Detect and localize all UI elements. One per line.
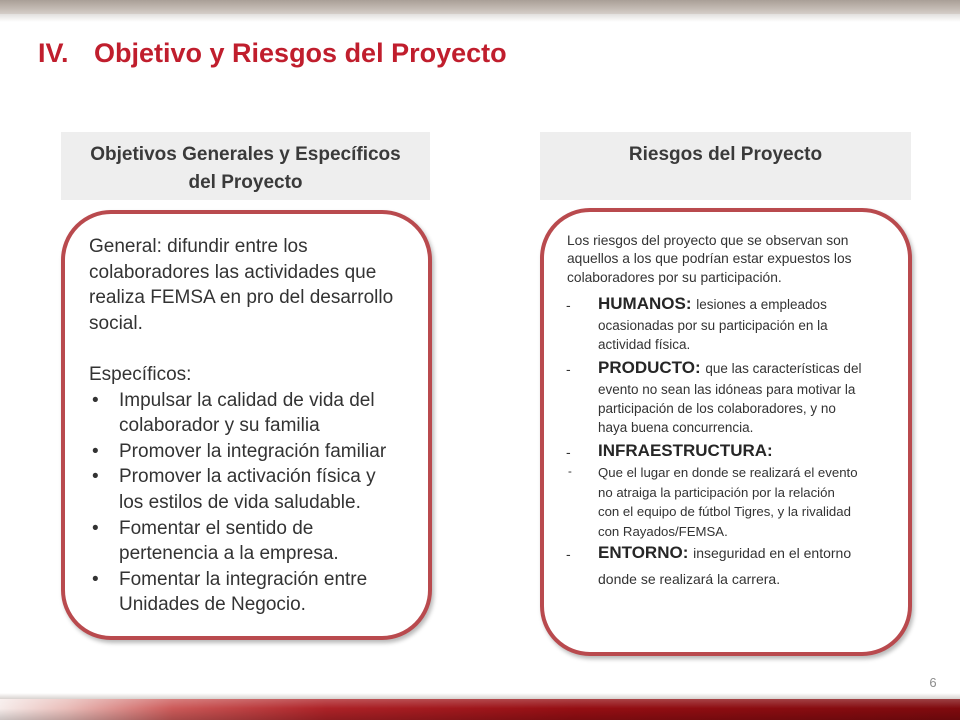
risks-header xyxy=(540,132,911,200)
slide-title xyxy=(0,38,960,68)
risk-description-line: ocasionadas por su participación en la xyxy=(598,318,828,334)
risk-sub-item xyxy=(566,463,904,541)
risk-sub-line: no atraiga la participación por la relación xyxy=(598,484,835,500)
risk-sub-line: Que el lugar en donde se realizará el evento xyxy=(598,465,858,481)
intro-line: aquellos a los que podrían estar expuestos los xyxy=(567,251,852,267)
risk-first-line xyxy=(598,356,904,380)
bullet-marker: • xyxy=(92,517,99,539)
risk-item-infraestructura xyxy=(566,439,904,541)
risks-content xyxy=(566,232,904,594)
bullet-line: Unidades de Negocio. xyxy=(119,594,306,616)
objectives-header-line: del Proyecto xyxy=(188,172,303,193)
bullet-marker: • xyxy=(92,440,99,462)
risk-first-line xyxy=(598,292,904,316)
intro-line: Los riesgos del proyecto que se observan son xyxy=(567,232,849,248)
risk-description: que las características del xyxy=(705,361,862,377)
objective-bullet xyxy=(89,439,425,465)
risks-box xyxy=(540,208,912,656)
objective-bullet xyxy=(89,516,425,567)
objective-bullet xyxy=(89,388,425,439)
objective-bullet xyxy=(89,567,425,618)
bullet-line: Fomentar el sentido de xyxy=(119,517,314,539)
bullet-marker: • xyxy=(92,568,99,590)
risk-label: PRODUCTO: xyxy=(598,358,701,378)
risk-description-line: haya buena concurrencia. xyxy=(598,420,754,436)
risks-header-text: Riesgos del Proyecto xyxy=(628,144,823,165)
top-bar-shadow xyxy=(0,14,960,22)
risk-label: INFRAESTRUCTURA: xyxy=(598,441,773,461)
risk-first-line xyxy=(598,541,904,565)
page-number: 6 xyxy=(929,675,937,690)
risk-description-line: participación de los colaboradores, y no xyxy=(598,401,836,417)
general-line: social. xyxy=(89,312,143,334)
bullet-line: Promover la integración familiar xyxy=(119,440,387,462)
risk-label: HUMANOS: xyxy=(598,294,692,314)
specific-label: Específicos: xyxy=(89,363,192,385)
general-line: General: difundir entre los xyxy=(89,236,308,257)
dash-marker: - xyxy=(566,361,571,378)
intro-line: colaboradores por su participación. xyxy=(567,269,782,285)
risk-description: lesiones a empleados xyxy=(696,297,827,313)
bullet-line: los estilos de vida saludable. xyxy=(119,491,361,513)
risk-description-line: evento no sean las idóneas para motivar la xyxy=(598,382,856,398)
dash-marker: - xyxy=(566,297,571,314)
bullet-marker: • xyxy=(92,466,99,488)
risk-sub-line: con el equipo de fútbol Tigres, y la rivalidad xyxy=(598,504,851,520)
blank-line xyxy=(89,336,425,362)
footer-red-bar xyxy=(0,699,960,720)
objectives-header-line: Objetivos Generales y Específicos xyxy=(90,144,401,165)
risk-description-line: actividad física. xyxy=(598,337,691,353)
bullet-line: Fomentar la integración entre xyxy=(119,568,368,590)
bullet-line: Impulsar la calidad de vida del xyxy=(119,389,375,411)
bullet-line: pertenencia a la empresa. xyxy=(119,543,339,565)
objectives-header xyxy=(61,132,430,200)
top-decorative-bar xyxy=(0,0,960,14)
risk-sub-line: con Rayados/FEMSA. xyxy=(598,523,728,539)
general-line: colaboradores las actividades que xyxy=(89,261,377,283)
section-number: IV. xyxy=(38,38,69,68)
bullet-marker: • xyxy=(92,389,99,411)
risk-description-line: donde se realizará la carrera. xyxy=(598,571,781,588)
sub-dash-marker: - xyxy=(568,466,572,479)
footer-bar-shine xyxy=(0,699,960,720)
risk-description: inseguridad en el entorno xyxy=(693,545,852,562)
risk-item-producto xyxy=(566,356,904,437)
title-text: Objetivo y Riesgos del Proyecto xyxy=(94,38,507,68)
objectives-content xyxy=(89,234,425,618)
objectives-box xyxy=(61,210,432,640)
risk-label: ENTORNO: xyxy=(598,543,689,563)
dash-marker: - xyxy=(566,546,571,563)
bullet-line: Promover la activación física y xyxy=(119,466,376,488)
risk-item-humanos xyxy=(566,292,904,354)
general-line: realiza FEMSA en pro del desarrollo xyxy=(89,287,394,309)
dash-marker: - xyxy=(566,444,571,461)
risk-first-line xyxy=(598,439,904,463)
risk-item-entorno xyxy=(566,541,904,593)
bullet-line: colaborador y su familia xyxy=(119,415,320,437)
objective-bullet xyxy=(89,464,425,515)
